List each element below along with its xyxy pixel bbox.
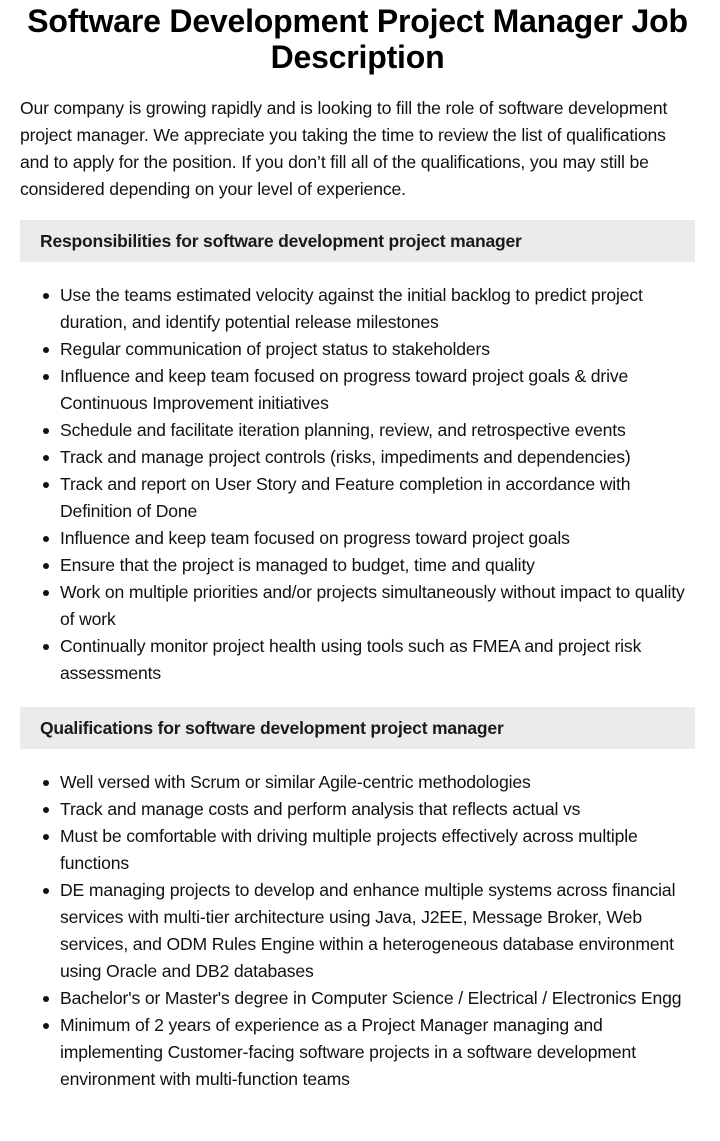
page-title: Software Development Project Manager Job Description <box>27 3 688 75</box>
list-item: DE managing projects to develop and enhance multiple systems across financial services with multi-tier architecture using Java, J2EE, Message Broker, Web services, and ODM Rules Engine within a heterogeneous database environment using Oracle and DB2 databases <box>60 877 695 985</box>
bullet-icon <box>43 374 49 380</box>
list-item: Influence and keep team focused on progress toward project goals <box>60 525 695 552</box>
list-item: Track and report on User Story and Feature completion in accordance with Definition of Done <box>60 471 695 525</box>
responsibilities-heading: Responsibilities for software development project manager <box>40 230 522 251</box>
list-item: Bachelor's or Master's degree in Computer Science / Electrical / Electronics Engg <box>60 985 695 1012</box>
bullet-icon <box>43 347 49 353</box>
bullet-icon <box>43 536 49 542</box>
list-item: Well versed with Scrum or similar Agile-centric methodologies <box>60 769 695 796</box>
list-item: Schedule and facilitate iteration planning, review, and retrospective events <box>60 417 695 444</box>
bullet-icon <box>43 780 49 786</box>
list-item: Minimum of 2 years of experience as a Project Manager managing and implementing Customer-facing software projects in a software development environment with multi-function teams <box>60 1012 695 1093</box>
list-item: Ensure that the project is managed to budget, time and quality <box>60 552 695 579</box>
bullet-icon <box>43 834 49 840</box>
qualifications-list <box>20 769 695 1093</box>
bullet-icon <box>43 1023 49 1029</box>
list-item: Work on multiple priorities and/or projects simultaneously without impact to quality of work <box>60 579 695 633</box>
list-item: Regular communication of project status to stakeholders <box>60 336 695 363</box>
list-item: Influence and keep team focused on progress toward project goals & drive Continuous Improvement initiatives <box>60 363 695 417</box>
bullet-icon <box>43 428 49 434</box>
list-item: Continually monitor project health using tools such as FMEA and project risk assessments <box>60 633 695 687</box>
bullet-icon <box>43 888 49 894</box>
bullet-icon <box>43 293 49 299</box>
bullet-icon <box>43 644 49 650</box>
bullet-icon <box>43 807 49 813</box>
bullet-icon <box>43 455 49 461</box>
bullet-icon <box>43 590 49 596</box>
responsibilities-section-header <box>20 220 695 262</box>
bullet-icon <box>43 563 49 569</box>
list-item: Track and manage project controls (risks, impediments and dependencies) <box>60 444 695 471</box>
list-item: Use the teams estimated velocity against the initial backlog to predict project duration, and identify potential release milestones <box>60 282 695 336</box>
bullet-icon <box>43 996 49 1002</box>
bullet-icon <box>43 482 49 488</box>
list-item: Must be comfortable with driving multiple projects effectively across multiple functions <box>60 823 695 877</box>
list-item: Track and manage costs and perform analysis that reflects actual vs <box>60 796 695 823</box>
qualifications-heading: Qualifications for software development project manager <box>40 717 504 738</box>
responsibilities-list <box>20 282 695 687</box>
qualifications-section-header <box>20 707 695 749</box>
intro-paragraph: Our company is growing rapidly and is looking to fill the role of software development project manager. We appreciate you taking the time to review the list of qualifications and to apply for the position. If you don’t fill all of the qualifications, you may still be considered depending on your level of experience. <box>20 98 668 199</box>
